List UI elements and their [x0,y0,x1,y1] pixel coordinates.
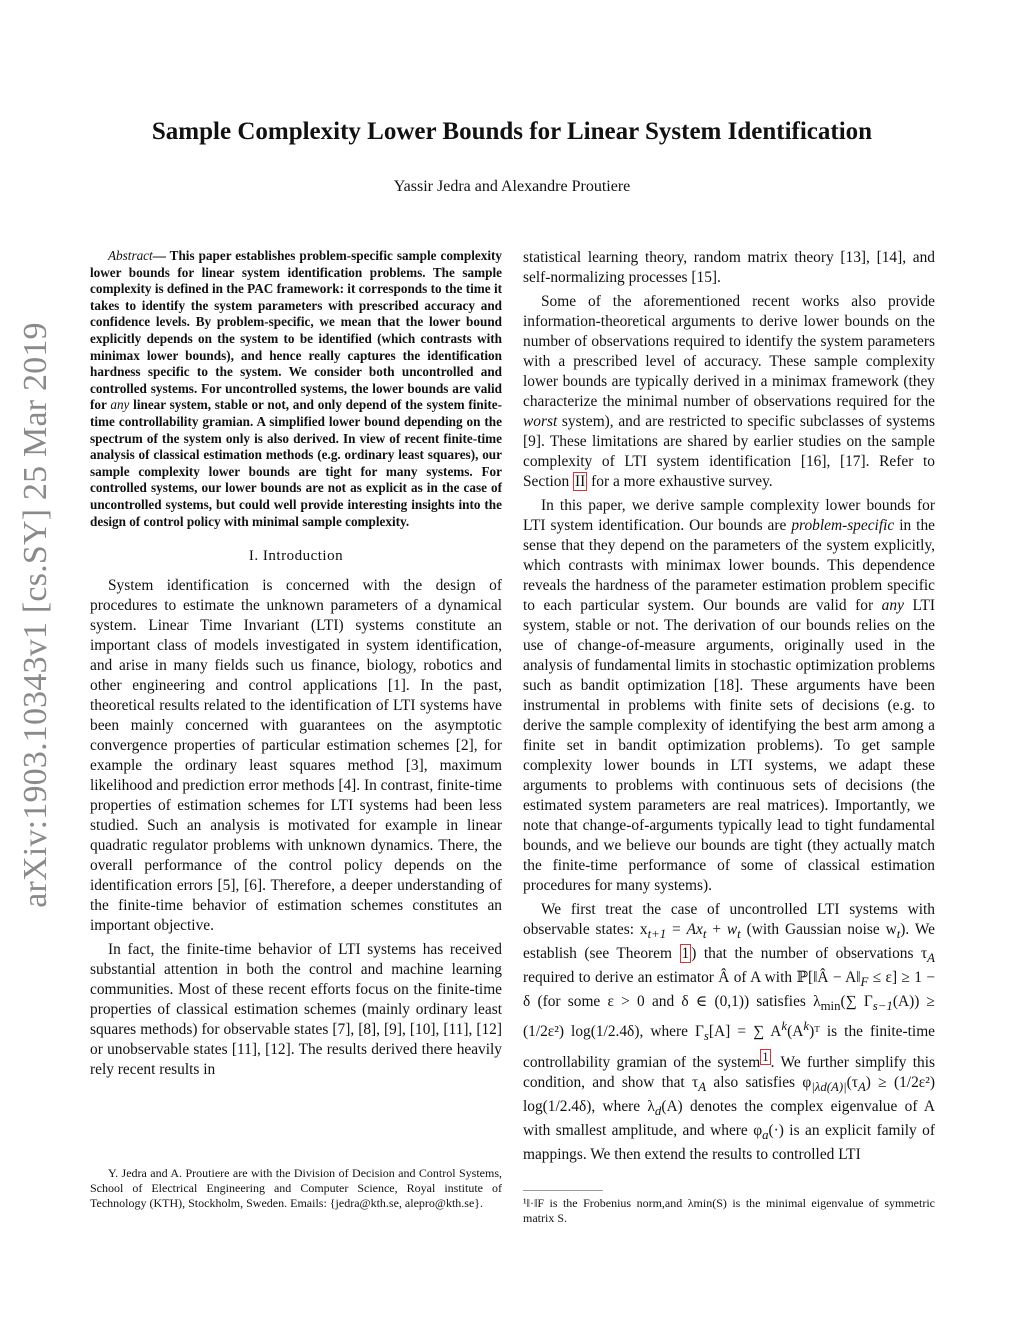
paper-authors: Yassir Jedra and Alexandre Proutiere [393,178,631,195]
right-p3-c: ). We establish (see Theorem [523,921,935,963]
right-p3-f: ≤ ε] ≥ 1 − δ (for some ε > 0 and δ ∈ (0,1)) satisfies λ [523,969,935,1011]
right-p2-problem-specific: problem-specific [791,517,895,534]
abstract-emph: any [110,397,130,413]
right-p2-b: in the sense that they depend on the parameters of the system explicitly, which contrasts with minimax lower bounds. This dependence reveals the hardness of the parameter estimation problem specific to each particular system. Our bounds are valid for [523,517,935,614]
right-p1-a: Some of the aforementioned recent works also provide information-theoretical arguments to derive lower bounds on the number of observations required to identify the system parameters with a prescribed level of accuracy. These sample complexity lower bounds are typically derived in a minimax framework (they characterize the minimal number of observations required for the [523,293,935,410]
right-p3-h: (A)) ≥ (1/2ε²) log(1/2.4δ), where Γ [523,993,935,1041]
paper-title: Sample Complexity Lower Bounds for Linear System Identification [151,118,873,145]
section-heading: I. Introduction [248,548,344,565]
right-p1-b: system), and are restricted to specific subclasses of systems [9]. These limitations are shared by earlier studies on the sample complexity of LTI system identification [16], [17]. Refer to Section [523,413,935,490]
theorem-ref-link[interactable]: 1 [681,945,690,963]
intro-paragraph-2: In fact, the finite-time behavior of LTI systems has received substantial attention in both the control and machine learning communities. Most of these recent efforts focus on the finite-time properties of classical estimation schemes (mainly ordinary least squares methods) for observable states [7], [8], [9], [10], [11], [12] or unobservable states [11], [12]. The results derived there heavily rely recent results in [90,941,502,1079]
arxiv-stamp-text: arXiv:1903.10343v1 [cs.SY] 25 Mar 2019 [17,322,54,908]
abstract [90,248,502,530]
right-p2-c: LTI system, stable or not. The derivation of our bounds relies on the use of change-of-measure arguments, originally used in the analysis of fundamental limits in stochastic optimization problems such as bandit optimization [18]. These arguments have been instrumental in problems with finite sets of decisions (e.g. to derive the sample complexity of identifying the best arm among a finite set in bandit optimization problems). To get sample complexity lower bounds in LTI systems, we adapt these arguments to problems with continuous sets of decisions (the estimated system parameters are real matrices). Importantly, we note that change-of-arguments typically lead to tight fundamental bounds, and we believe our bounds are tight (they actually match the finite-time performance of some of classical estimation procedures for many systems). [523,597,935,894]
footnote-rule [523,1190,603,1191]
right-p3-l: . We further simplify this condition, and show that τ [523,1053,935,1091]
right-p2-any: any [881,597,904,614]
left-column [90,248,502,1084]
frobenius-footnote: ¹‖·‖F is the Frobenius norm,and λmin(S) is the minimal eigenvalue of symmetric matrix S. [523,1196,935,1225]
right-p3-j: (A [787,1023,804,1041]
right-p3-e: required to derive an estimator Â of A with ℙ[‖Â − A‖ [523,969,861,987]
right-p3-n: (τ [846,1073,858,1091]
right-p1-worst: worst [523,413,558,430]
right-p3-o: ) ≥ (1/2ε²) log(1/2.4δ), where λ [523,1073,935,1115]
right-p3-p: (A) denotes the complex eigenvalue of A with smallest amplitude, and where φ [523,1097,936,1139]
right-paragraph-0: statistical learning theory, random matrix theory [13], [14], and self-normalizing processes [15]. [523,249,935,286]
right-paragraph-2 [523,496,935,896]
abstract-label: Abstract [108,248,153,263]
intro-paragraph-1: System identification is concerned with the design of procedures to estimate the unknown parameters of a dynamical system. Linear Time Invariant (LTI) systems constitute an important class of models investigated in system identification, and arise in many fields such us finance, biology, robotics and other engineering and control applications [1]. In the past, theoretical results related to the identification of LTI systems have been mainly concerned with guarantees on the asymptotic convergence properties of particular estimation schemes [2], for example the ordinary least squares method [3], maximum likelihood and prediction error methods [4]. In contrast, finite-time properties of estimation schemes for LTI systems had been less studied. Such an analysis is motivated for example in linear quadratic regulator problems with unknown dynamics. There, the overall performance of the control policy depends on the identification errors [5], [6]. Therefore, a deeper understanding of the finite-time behavior of estimation schemes constitutes an important objective. [90,577,503,935]
section-ref-link[interactable]: II [575,473,586,490]
right-paragraph-1 [523,292,935,492]
right-p3-m: also satisfies φ [713,1073,812,1091]
abstract-text-a: — This paper establishes problem-specific sample complexity lower bounds for linear system identification problems. The sample complexity is defined in the PAC framework: it corresponds to the time it takes to identify the system parameters with prescribed accuracy and confidence levels. By problem-specific, we mean that the lower bound explicitly depends on the system to be identified (which contrasts with minimax lower bounds), and hence really captures the identification hardness specific to the system. We consider both uncontrolled and controlled systems. For uncontrolled systems, the lower bounds are valid for [90,248,502,413]
footnote-ref-link[interactable]: 1 [762,1049,769,1064]
right-paragraph-3: We first treat the case of uncontrolled LTI systems with observable states: $x_{t+1} = Ax_t + w_t$ (with Gaussian noise $w_t$). We establish (see Theorem 1 ) that the number of observations $\tau_A$ required to derive an estimator Â of A with ℙ[‖Â − $A‖_F \le \varepsilon] \ge 1 - \delta$ (for some ε > 0 and δ ∈ (0,1)) satisfies $\lambda_{min}(\sum$ $\Gamma_{s-1}(A)) \ge (1/2\varepsilon^2)$ log(1/2.4δ), where $\Gamma_s[A]$ = ∑ $A^k(A^k)ᵀ$ is the finite-time controllability gramian of the system $^1$ . We further simplify this condition, and show that $\tau_A$ also satisfies $\varphi_{|\lambda d(A)|}(\tau_A) \ge (1/2\varepsilon^2)$ log(1/2.4δ), where $\lambda_d(A)$ denotes the complex eigenvalue of A with smallest amplitude, and where $\varphi_a(\cdot)$ is an explicit family of mappings. We then extend the results to controlled LTI [523,901,936,1163]
right-column [523,248,935,1169]
abstract-text-b: linear system, stable or not, and only depend of the system finite-time controllability gramian. A simplified lower bound depending on the spectrum of the system only is also derived. In view of recent finite-time analysis of classical estimation methods (e.g. ordinary least squares), our sample complexity lower bounds are tight for many systems. For controlled systems, our lower bounds are not as explicit as in the case of uncontrolled systems, but could well provide interesting insights into the design of control policy with minimal sample complexity. [90,397,503,529]
right-p3-q: (·) is an explicit family of mappings. We then extend the results to controlled LTI [523,1121,935,1163]
right-p3-d: ) that the number of observations τ [691,945,928,963]
author-affiliation-footnote: Y. Jedra and A. Proutiere are with the Division of Decision and Control Systems, School of Electrical Engineering and Computer Science, Royal institute of Technology (KTH), Stockholm, Sweden. Emails: {jedra@kth.se, alepro@kth.se}. [90,1166,502,1210]
right-p3-b: (with Gaussian noise w [746,921,897,938]
arxiv-stamp [14,320,58,910]
right-p3-i: [A] = ∑ A [708,1023,782,1041]
right-p1-c: for a more exhaustive survey. [591,473,773,490]
right-p3-k: )ᵀ is the finite-time controllability gramian of the system [523,1023,935,1071]
right-p2-a: In this paper, we derive sample complexity lower bounds for LTI system identification. Our bounds are [523,497,935,534]
right-p3-a: We first treat the case of uncontrolled LTI systems with observable states: x [523,901,935,938]
right-p3-g: (∑ Γ [840,993,873,1011]
